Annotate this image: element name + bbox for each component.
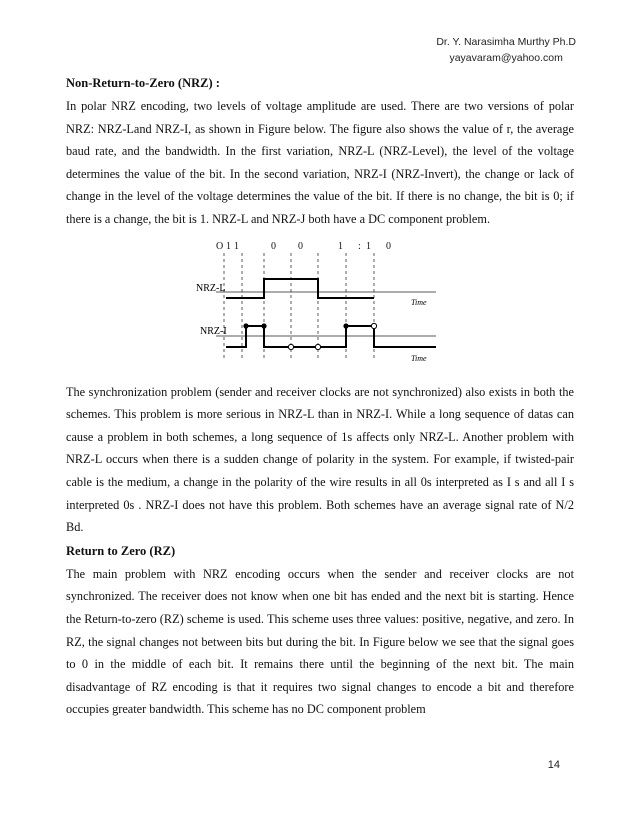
nrz-i-signal bbox=[226, 326, 436, 347]
bit-label-1: 1 bbox=[226, 240, 231, 252]
nrz-l-signal bbox=[226, 279, 374, 298]
nrz-i-time-label: Time bbox=[411, 353, 427, 363]
nrz-l-label: NRZ-L bbox=[196, 282, 226, 294]
author-name: Dr. Y. Narasimha Murthy Ph.D bbox=[436, 36, 576, 48]
nrz-i-label: NRZ-I bbox=[200, 325, 227, 337]
page-header bbox=[436, 34, 576, 66]
bit-label-6: : bbox=[358, 240, 361, 252]
bit-label-5: 1 bbox=[338, 240, 343, 252]
nrz-waveform-diagram bbox=[196, 231, 446, 373]
nrz-paragraph-2: The synchronization problem (sender and receiver clocks are not synchronized) also exists in both the schemes. This problem is more serious in NRZ-L than in NRZ-I. While a long sequence of datas can cause a problem in both schemes, a long sequence of 1s affects only NRZ-L. Another problem with NRZ-L occurs when there is a sudden change of polarity in the system. For example, if twisted-pair cable is the medium, a change in the polarity of the wire results in all 0s interpreted as I s and all I s interpreted 0s . NRZ-I does not have this problem. Both schemes have an average signal rate of N/2 Bd. bbox=[66, 384, 574, 535]
rz-heading: Return to Zero (RZ) bbox=[66, 543, 176, 558]
page-content bbox=[66, 71, 574, 721]
bit-label-4: 0 bbox=[298, 240, 303, 252]
rz-paragraph: The main problem with NRZ encoding occurs when the sender and receiver clocks are not synchronized. The receiver does not know when one bit has ended and the next bit is starting. Hence the Return-to-zero (RZ) scheme is used. This scheme uses three values: positive, negative, and zero. In RZ, the signal changes not between bits but during the bit. In Figure below we see that the signal goes to 0 in the middle of each bit. It remains there until the beginning of the next bit. The main disadvantage of RZ encoding is that it requires two signal changes to encode a bit and therefore occupies greater bandwidth. This scheme has no DC component problem bbox=[66, 566, 574, 717]
bit-label-8: 0 bbox=[386, 240, 391, 252]
page-number: 14 bbox=[547, 759, 560, 771]
nrz-paragraph-1: In polar NRZ encoding, two levels of voltage amplitude are used. There are two versions of polar NRZ: NRZ-Land NRZ-I, as shown in Figure below. The figure also shows the value of r, the average baud rate, and the bandwidth. In the first variation, NRZ-L (NRZ-Level), the level of the voltage determines the value of the bit. In the second variation, NRZ-I (NRZ-Invert), the change or lack of change in the level of the voltage determines the value of the bit. If there is no change, the bit is 0; if there is a change, the bit is 1. NRZ-L and NRZ-J both have a DC component problem. bbox=[66, 99, 574, 226]
bit-label-0: O bbox=[216, 240, 224, 252]
bit-label-2: 1 bbox=[234, 240, 239, 252]
bit-label-3: 0 bbox=[271, 240, 276, 252]
nrz-heading: Non-Return-to-Zero (NRZ) : bbox=[66, 76, 220, 90]
bit-label-7: 1 bbox=[366, 240, 371, 252]
nrz-l-time-label: Time bbox=[411, 297, 427, 307]
author-email: yayavaram@yahoo.com bbox=[449, 52, 563, 64]
nrz-figure bbox=[66, 231, 574, 381]
